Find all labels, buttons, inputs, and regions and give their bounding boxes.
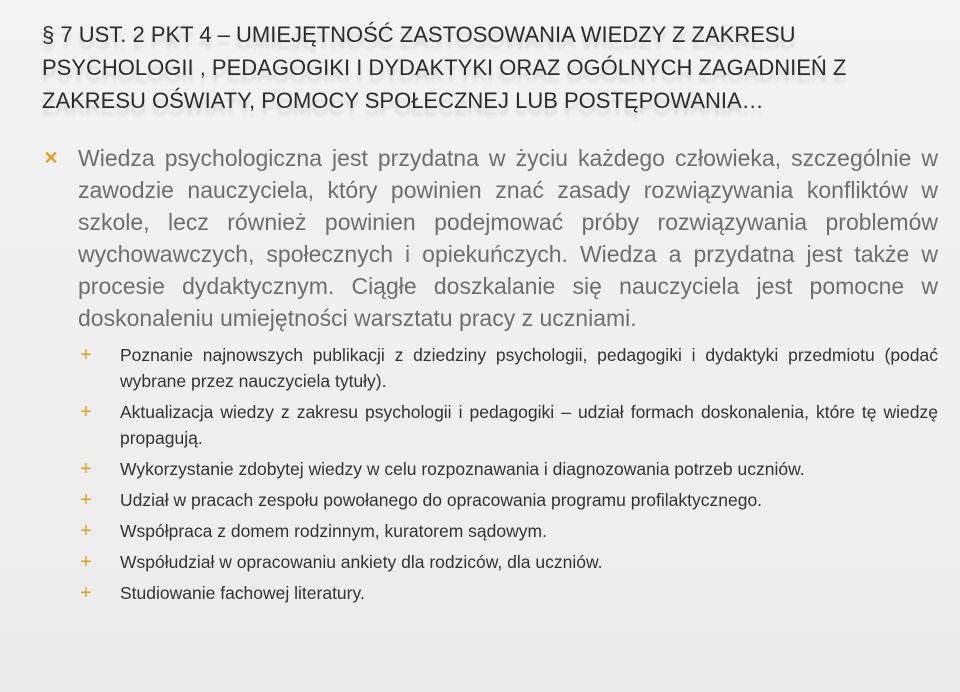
plus-icon: + bbox=[80, 551, 92, 573]
x-mark-icon: ✕ bbox=[43, 148, 59, 168]
sub-bullet-text: Studiowanie fachowej literatury. bbox=[120, 583, 365, 603]
sub-bullet-item bbox=[78, 580, 938, 606]
plus-icon: + bbox=[80, 489, 92, 511]
slide-title: § 7 UST. 2 PKT 4 – UMIEJĘTNOŚĆ ZASTOSOWANIA WIEDZY Z ZAKRESU PSYCHOLOGII , PEDAGOGIKI I DYDAKTYKI ORAZ OGÓLNYCH ZAGADNIEŃ Z ZAKRESU OŚWIATY, POMOCY SPOŁECZNEJ LUB POSTĘPOWANIA… bbox=[42, 22, 847, 113]
sub-bullet-item bbox=[78, 342, 938, 394]
plus-icon: + bbox=[80, 520, 92, 542]
sub-bullet-text: Wykorzystanie zdobytej wiedzy w celu rozpoznawania i diagnozowania potrzeb uczniów. bbox=[120, 459, 805, 479]
sub-bullet-text: Współpraca z domem rodzinnym, kuratorem sądowym. bbox=[120, 521, 547, 541]
sub-bullet-item bbox=[78, 518, 938, 544]
main-bullet-text: Wiedza psychologiczna jest przydatna w życiu każdego człowieka, szczególnie w zawodzie nauczyciela, który powinien znać zasady rozwiązywania konfliktów w szkole, lecz również powinien podejmować próby rozwiązywania problemów wychowawczych, społecznych i opiekuńczych. Wiedza a przydatna jest także w procesie dydaktycznym. Ciągłe doszkalanie się nauczyciela jest pomocne w doskonaleniu umiejętności warsztatu pracy z uczniami. bbox=[78, 145, 938, 331]
sub-bullet-item bbox=[78, 549, 938, 575]
plus-icon: + bbox=[80, 401, 92, 423]
sub-bullet-item bbox=[78, 487, 938, 513]
sub-bullet-item bbox=[78, 456, 938, 482]
sub-bullet-text: Poznanie najnowszych publikacji z dziedziny psychologii, pedagogiki i dydaktyki przedmiotu (podać wybrane przez nauczyciela tytuły). bbox=[120, 345, 938, 391]
sub-bullet-text: Udział w pracach zespołu powołanego do opracowania programu profilaktycznego. bbox=[120, 490, 763, 510]
main-bullet-item bbox=[40, 142, 938, 334]
plus-icon: + bbox=[80, 458, 92, 480]
sub-bullet-item bbox=[78, 399, 938, 451]
plus-icon: + bbox=[80, 582, 92, 604]
sub-bullet-text: Współudział w opracowaniu ankiety dla rodziców, dla uczniów. bbox=[120, 552, 603, 572]
slide-content bbox=[40, 142, 938, 611]
sub-bullet-text: Aktualizacja wiedzy z zakresu psychologii i pedagogiki – udział formach doskonalenia, które tę wiedzę propagują. bbox=[120, 402, 938, 448]
sub-bullet-list bbox=[40, 342, 938, 606]
plus-icon: + bbox=[80, 344, 92, 366]
